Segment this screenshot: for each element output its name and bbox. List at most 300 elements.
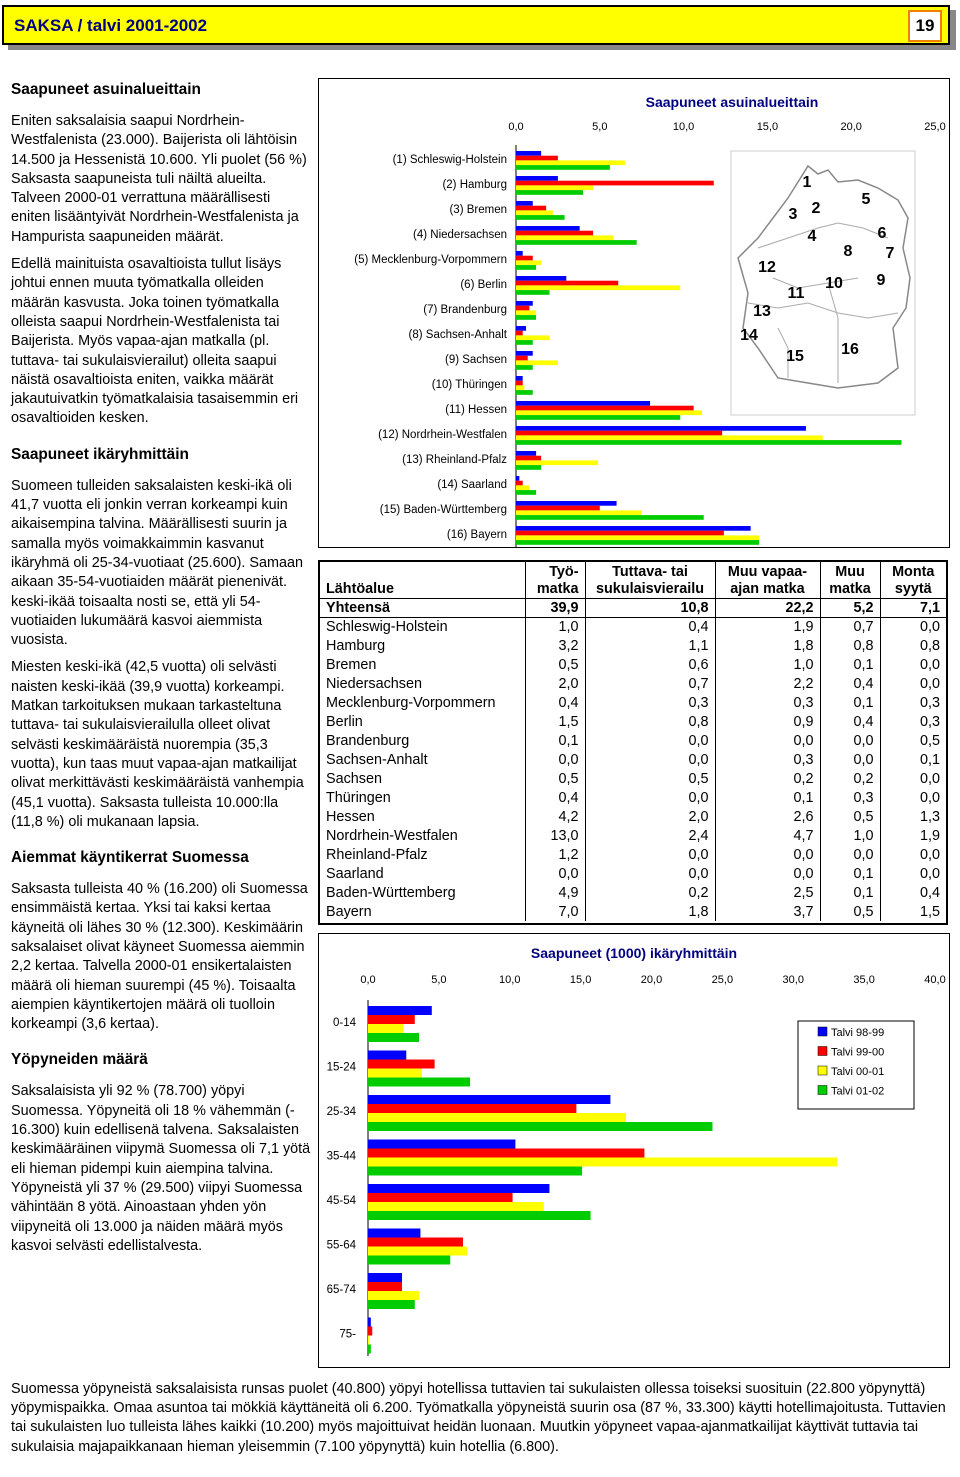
- table-cell: 1,5: [525, 712, 585, 731]
- table-cell: 0,5: [880, 731, 946, 750]
- col-header-monta-syyta: [880, 562, 946, 598]
- table-cell: 0,0: [880, 845, 946, 864]
- table-cell: 1,3: [880, 807, 946, 826]
- table-row: [320, 807, 946, 826]
- table-cell: 0,1: [820, 883, 880, 902]
- map-state-number: 9: [876, 272, 886, 289]
- legend-label: Talvi 98-99: [831, 1027, 885, 1039]
- chart2-bar: [368, 1256, 450, 1265]
- table-row: [320, 826, 946, 845]
- col-header-tyomatka: [525, 562, 585, 598]
- table-cell: 0,6: [585, 655, 715, 674]
- legend-label: Talvi 01-02: [831, 1085, 885, 1098]
- map-state-number: 12: [758, 259, 776, 276]
- chart1-xtick: 10,0: [672, 121, 695, 133]
- header-title: SAKSA / talvi 2001-2002: [14, 16, 208, 35]
- table-row-label: Sachsen-Anhalt: [326, 751, 428, 768]
- table-cell: 1,2: [525, 845, 585, 864]
- table-row-label: Berlin: [326, 713, 363, 730]
- chart1-bar: [516, 151, 541, 156]
- table-cell: 1,0: [525, 617, 585, 636]
- map-state-number: 2: [811, 200, 821, 217]
- table-row: [320, 750, 946, 769]
- chart1-bar: [516, 276, 566, 281]
- chart1-bar: [516, 426, 806, 431]
- table-cell: 39,9: [525, 598, 585, 617]
- chart1-bar: [516, 531, 724, 536]
- table-cell: 4,9: [525, 883, 585, 902]
- chart2-category-label: 0-14: [332, 1017, 356, 1029]
- col-header-tuttava-1: Tuttava- tai: [612, 563, 688, 580]
- map-state-number: 3: [788, 206, 798, 223]
- map-state-number: 11: [787, 285, 805, 302]
- chart1-bar: [516, 206, 546, 211]
- chart1-category-label: (11) Hessen: [445, 404, 507, 416]
- heading-asuinalueittain: Saapuneet asuinalueittain: [11, 81, 201, 98]
- table-cell: 3,2: [525, 636, 585, 655]
- table-cell: 0,8: [585, 712, 715, 731]
- table-cell: 2,0: [525, 674, 585, 693]
- chart2-bar: [368, 1006, 432, 1015]
- chart1-bar: [516, 176, 558, 181]
- table-cell: 0,7: [820, 617, 880, 636]
- chart1-bar: [516, 165, 610, 170]
- chart2-bar: [368, 1300, 415, 1309]
- table-cell: 0,5: [525, 769, 585, 788]
- table-cell: 1,9: [715, 617, 820, 636]
- table-cell: 13,0: [525, 826, 585, 845]
- map-state-number: 6: [877, 225, 887, 242]
- chart1-bar: [516, 251, 523, 256]
- table-cell: 0,0: [585, 845, 715, 864]
- col-header-tuttava-2: sukulaisvierailu: [596, 580, 704, 597]
- chart1-bar: [516, 281, 618, 286]
- chart1-bar: [516, 235, 613, 240]
- chart2-bar: [368, 1291, 419, 1300]
- col-header-vapaa-ajan-2: ajan matka: [730, 580, 805, 597]
- table-row: [320, 769, 946, 788]
- table-row: [320, 902, 946, 921]
- chart2-bar: [368, 1238, 463, 1247]
- table-row: [320, 674, 946, 693]
- chart1-bar: [516, 485, 529, 490]
- table-row-label: Sachsen: [326, 770, 383, 787]
- chart2-xtick: 25,0: [711, 974, 734, 986]
- chart1-bar: [516, 481, 523, 486]
- chart1-category-label: (1) Schleswig-Holstein: [392, 154, 507, 166]
- paragraph-2: Edellä mainituista osavaltioista tullut lisäys johtui ennen muuta työmatkalla olleiden määrän kasvusta. Joka toinen työmatkalla olleista saapui Nordrhein-Westfalenista tai Baijerista. Myös vapaa-ajan matkalla (pl. tuttava- tai sukulaisvierailut) olleita saapui näistä osavaltioista eniten, vaikka määrät jakautuivatkin työmatkalaisia tasaisemmin eri osavaltioiden kesken.: [11, 256, 299, 427]
- chart1-bar: [516, 285, 680, 290]
- table-row: [320, 845, 946, 864]
- table-row-label: Niedersachsen: [326, 675, 422, 692]
- chart1-bar: [516, 490, 536, 495]
- table-cell: 0,0: [525, 750, 585, 769]
- chart1-bar: [516, 535, 759, 540]
- chart1-xtick: 0,0: [508, 121, 524, 133]
- chart2-bar: [368, 1273, 402, 1282]
- col-header-vapaa-ajan: [715, 562, 820, 598]
- table-cell: 0,0: [585, 864, 715, 883]
- legend-swatch: [818, 1047, 827, 1056]
- chart1-bar: [516, 290, 550, 295]
- chart2-bar: [368, 1184, 549, 1193]
- chart2-category-label: 15-24: [326, 1061, 356, 1074]
- table-cell: 0,0: [820, 731, 880, 750]
- table-cell: 0,8: [820, 636, 880, 655]
- chart2-bar: [368, 1202, 544, 1211]
- table-cell: 0,0: [585, 788, 715, 807]
- chart2-category-label: 25-34: [326, 1106, 356, 1118]
- table-cell: 0,4: [820, 712, 880, 731]
- chart2-bar: [368, 1024, 403, 1033]
- chart1-bar: [516, 306, 529, 311]
- chart1-category-label: (12) Nordrhein-Westfalen: [378, 429, 507, 441]
- chart2-bar: [368, 1113, 626, 1122]
- chart2-xtick: 0,0: [360, 974, 376, 986]
- col-header-muu-matka-1: Muu: [835, 563, 865, 580]
- table-cell: 0,1: [525, 731, 585, 750]
- chart1-bar: [516, 415, 680, 420]
- legend-swatch: [818, 1027, 827, 1036]
- table-cell: 0,0: [715, 731, 820, 750]
- chart1-bar: [516, 506, 600, 511]
- chart1-category-label: (16) Bayern: [446, 529, 507, 541]
- table-cell: 0,5: [820, 807, 880, 826]
- chart1-bar: [516, 460, 598, 465]
- col-header-lahtoalue: Lähtöalue: [326, 580, 394, 597]
- map-state-number: 1: [802, 174, 812, 191]
- table-cell: 0,2: [715, 769, 820, 788]
- table-row-label: Brandenburg: [326, 732, 410, 749]
- table-row: [320, 655, 946, 674]
- chart2-bar: [368, 1033, 419, 1042]
- map-state-number: 7: [885, 245, 895, 262]
- chart2-category-label: 65-74: [326, 1284, 356, 1296]
- table-row-label: Yhteensä: [320, 598, 525, 617]
- chart1-bar: [516, 351, 533, 356]
- chart1-bar: [516, 435, 823, 440]
- chart1-category-label: (4) Niedersachsen: [413, 229, 507, 241]
- chart1-bar: [516, 240, 637, 245]
- table-cell: 4,2: [525, 807, 585, 826]
- paragraph-1: Eniten saksalaisia saapui Nordrhein-Westfalenista (23.000). Baijerista oli lähtöisin 14.500 ja Hessenistä 10.600. Yli puolet (56 %) Saksasta saapuneista tuli näiltä alueilta. Talveen 2000-01 verrattuna määrällisesti eniten lisääntyivät Nordrhein-Westfalenista ja Hampurista saapuneiden määrät.: [11, 113, 307, 245]
- page-number: 19: [908, 10, 942, 42]
- table-cell: 0,8: [880, 636, 946, 655]
- table-cell: 2,4: [585, 826, 715, 845]
- table-cell: 0,0: [525, 864, 585, 883]
- germany-map: [731, 151, 915, 415]
- legend-label: Talvi 99-00: [831, 1046, 885, 1059]
- table-cell: 0,2: [585, 883, 715, 902]
- chart2-bar: [368, 1282, 402, 1291]
- chart1-bar: [516, 190, 583, 195]
- table-cell: 0,0: [880, 655, 946, 674]
- table-cell: 1,8: [585, 902, 715, 921]
- chart1-bar: [516, 440, 901, 445]
- chart2-xtick: 15,0: [569, 974, 592, 986]
- table-cell: 1,0: [820, 826, 880, 845]
- table-cell: 0,4: [525, 693, 585, 712]
- table-row-label: Hessen: [326, 808, 375, 825]
- chart2-bar: [368, 1158, 837, 1167]
- paragraph-4: Miesten keski-ikä (42,5 vuotta) oli selvästi naisten keski-ikää (39,9 vuotta) korkeampi. Matkan tarkoituksen mukaan tarkasteltuna tuttava- tai sukulaisvierailulla olleet olivat selvästi keskimääräistä nuorempia (35,3 vuotta), kun taas muut vapaa-ajan matkailijat olivat merkittävästi keskimääräistä vanhempia (45,1 vuotta). Saksasta tulleista 10.000:lla (11,8 %) oli mukanaan lapsia.: [11, 659, 304, 830]
- chart2-category-label: 75-: [339, 1328, 356, 1341]
- chart1-xtick: 15,0: [756, 121, 779, 133]
- table-cell: 2,0: [585, 807, 715, 826]
- chart2-bar: [368, 1051, 406, 1060]
- chart1-bar: [516, 376, 523, 381]
- chart1-bar: [516, 526, 751, 531]
- table-row: [320, 731, 946, 750]
- table-cell: 2,6: [715, 807, 820, 826]
- paragraph-5: Saksasta tulleista 40 % (16.200) oli Suomessa ensimmäistä kertaa. Yksi tai kaksi kertaa käyneitä oli lähes 30 % (12.300). Keskimäärin saksalaiset olivat käyneet Suomessa aiemmin 2,2 kertaa. Talvella 2000-01 ensikertalaisten määrä oli hieman suurempi (45 %). Toisaalta aiempien käyntikertojen määrä oli tuolloin korkeampi (3,6 kertaa).: [11, 881, 308, 1033]
- chart1-bar: [516, 390, 533, 395]
- table-cell: 0,3: [880, 712, 946, 731]
- chart1-bar: [516, 385, 524, 390]
- col-header-monta-syyta-1: Monta: [892, 563, 935, 580]
- table-cell: 0,0: [880, 674, 946, 693]
- table-cell: 0,3: [585, 693, 715, 712]
- table-cell: 0,5: [585, 769, 715, 788]
- table-cell: 0,3: [715, 750, 820, 769]
- col-header-monta-syyta-2: syytä: [894, 580, 932, 597]
- chart2-bar: [368, 1069, 422, 1078]
- chart2-bar: [368, 1122, 712, 1131]
- table-row-label: Bremen: [326, 656, 377, 673]
- chart2-xtick: 20,0: [640, 974, 663, 986]
- table-total-row: [320, 598, 946, 617]
- map-state-number: 4: [807, 228, 817, 245]
- chart2-bar: [368, 1318, 371, 1327]
- chart1-bar: [516, 256, 533, 261]
- table-cell: 1,1: [585, 636, 715, 655]
- table-cell: 0,4: [525, 788, 585, 807]
- table-cell: 0,4: [820, 674, 880, 693]
- chart2-bar: [368, 1327, 372, 1336]
- table-cell: 0,3: [880, 693, 946, 712]
- chart1-category-label: (13) Rheinland-Pfalz: [402, 454, 507, 466]
- map-state-number: 16: [841, 341, 859, 358]
- chart1-bar: [516, 181, 714, 186]
- age-chart-legend: [798, 1021, 914, 1109]
- chart2-bar: [368, 1015, 415, 1024]
- chart1-bar: [516, 226, 580, 231]
- table-row-label: Saarland: [326, 865, 384, 882]
- chart1-bar: [516, 501, 617, 506]
- chart1-bar: [516, 340, 533, 345]
- table-cell: 0,1: [820, 693, 880, 712]
- chart1-bar: [516, 540, 759, 545]
- chart2-xtick: 35,0: [853, 974, 875, 986]
- table-cell: 0,0: [880, 864, 946, 883]
- chart2-bar: [368, 1060, 435, 1069]
- page-header: [2, 5, 950, 45]
- table-cell: 0,4: [880, 883, 946, 902]
- chart1-bar: [516, 185, 593, 190]
- chart1-bar: [516, 410, 702, 415]
- chart1-bar: [516, 510, 642, 515]
- chart2-category-label: 55-64: [326, 1239, 356, 1252]
- heading-ikaryhmittain: Saapuneet ikäryhmittäin: [11, 445, 189, 463]
- table-cell: 0,0: [585, 750, 715, 769]
- table-row: [320, 883, 946, 902]
- table-cell: 0,2: [820, 769, 880, 788]
- chart1-bar: [516, 331, 523, 336]
- chart1-category-label: (3) Bremen: [449, 204, 507, 216]
- table-cell: 1,0: [715, 655, 820, 674]
- table-row-label: Rheinland-Pfalz: [326, 846, 428, 863]
- chart2-category-label: 45-54: [326, 1195, 356, 1207]
- paragraph-3: Suomeen tulleiden saksalaisten keski-ikä oli 41,7 vuotta eli jonkin verran korkeampi kuin aikaisempina talvina. Määrällisesti suurin ja samalla myös voimakkaimmin kasvanut ikäryhmä oli 25-34-vuotiaat (25.600). Samaan aikaan 35-54-vuotiaiden määrät pienenivät. keski-ikää toisaalta nosti se, että yli 54-vuotiaiden lukumäärä kasvoi aiemmista vuosista.: [11, 477, 303, 649]
- table-cell: 0,1: [820, 864, 880, 883]
- table-cell: 0,3: [820, 788, 880, 807]
- table-cell: 0,7: [585, 674, 715, 693]
- table-cell: 0,0: [880, 769, 946, 788]
- chart1-bar: [516, 326, 526, 331]
- map-state-number: 5: [861, 191, 871, 208]
- table-cell: 0,3: [715, 693, 820, 712]
- table-cell: 0,0: [715, 864, 820, 883]
- chart1-bar: [516, 406, 694, 411]
- chart1-category-label: (8) Sachsen-Anhalt: [408, 329, 507, 341]
- chart1-bar: [516, 456, 541, 461]
- table-cell: 22,2: [715, 598, 820, 617]
- table-row-label: Nordrhein-Westfalen: [326, 827, 458, 844]
- table-cell: 0,5: [820, 902, 880, 921]
- region-bar-chart: [318, 78, 950, 548]
- chart2-category-label: 35-44: [326, 1150, 356, 1163]
- table-row: [320, 864, 946, 883]
- chart1-category-label: (5) Mecklenburg-Vorpommern: [354, 254, 507, 266]
- chart1-bar: [516, 310, 536, 315]
- chart1-bar: [516, 260, 541, 265]
- chart2-bar: [368, 1336, 369, 1345]
- chart1-xtick: 5,0: [592, 121, 608, 133]
- map-state-number: 8: [843, 243, 853, 260]
- table-cell: 2,2: [715, 674, 820, 693]
- map-state-number: 13: [753, 303, 771, 320]
- table-cell: 7,0: [525, 902, 585, 921]
- table-row: [320, 636, 946, 655]
- chart2-bar: [368, 1211, 591, 1220]
- chart1-category-label: (10) Thüringen: [431, 379, 507, 391]
- col-header-tyomatka-2: matka: [536, 580, 579, 597]
- table-cell: 2,5: [715, 883, 820, 902]
- chart1-category-label: (6) Berlin: [460, 279, 507, 291]
- chart2-bar: [368, 1140, 515, 1149]
- chart1-bar: [516, 431, 722, 436]
- chart1-bar: [516, 381, 523, 386]
- age-bar-chart: [318, 933, 950, 1368]
- bottom-paragraph: Suomessa yöpyneistä saksalaisista runsas puolet (40.800) yöpyi hotellissa tuttavien tai sukulaisten ollessa toiseksi suosituin (22.800 yöpynyttä) yöpymispaikka. Omaa asuntoa tai mökkiä käyttäneitä oli 6.200. Työmatkalla yöpyneistä suurin osa (87 %, 33.300) käytti hotellimajoitusta. Tuttavien tai sukulaisten luo tulleista lähes kaikki (10.200) myös majoittuivat heidän luonaan. Muutkin yöpyneet vapaa-ajanmatkailijat käyttivät tuttavia tai sukulaisia majapaikkanaan hieman yleisemmin (7.100 yöpynyttä) kuin hotellia (6.800).: [11, 1381, 946, 1455]
- table-cell: 0,9: [715, 712, 820, 731]
- chart2-bar: [368, 1167, 582, 1176]
- chart1-category-label: (9) Sachsen: [444, 354, 507, 366]
- chart1-bar: [516, 360, 558, 365]
- chart1-bar: [516, 160, 625, 165]
- table-row: [320, 693, 946, 712]
- chart2-xtick: 40,0: [924, 974, 946, 986]
- table-row-label: Hamburg: [326, 637, 386, 654]
- chart1-bar: [516, 335, 550, 340]
- purpose-table-frame: [318, 560, 948, 925]
- chart1-xtick: 20,0: [840, 121, 862, 133]
- table-row-label: Baden-Württemberg: [326, 884, 456, 901]
- col-header-tuttava: [585, 562, 715, 598]
- legend-swatch: [818, 1066, 827, 1075]
- paragraph-6: Saksalaisista yli 92 % (78.700) yöpyi Suomessa. Yöpyneitä oli 18 % vähemmän (- 16.300) kuin edellisenä talvena. Saksalaisten keskimääräinen viipymä Suomessa oli 7,1 yötä eli hieman pidempi kuin aiempina talvina. Yöpyneistä yli 37 % (29.500) viipyi Suomessa vähintään 8 yötä. Ainoastaan yhden yön viipyneitä oli 13.000 ja näiden määrä myös kasvoi selvästi edellistalvesta.: [11, 1083, 311, 1254]
- chart1-bar: [516, 356, 528, 361]
- legend-swatch: [818, 1086, 827, 1095]
- col-header-tyomatka-1: Työ-: [549, 563, 579, 580]
- table-row-label: Bayern: [326, 903, 372, 920]
- table-cell: 0,1: [880, 750, 946, 769]
- table-cell: 0,0: [715, 845, 820, 864]
- chart1-bar: [516, 465, 541, 470]
- table-cell: 0,1: [820, 655, 880, 674]
- chart2-xtick: 10,0: [499, 974, 521, 986]
- chart2-bar: [368, 1104, 576, 1113]
- table-row: [320, 617, 946, 636]
- chart1-bar: [516, 210, 553, 215]
- table-cell: 10,8: [585, 598, 715, 617]
- table-cell: 0,0: [880, 788, 946, 807]
- col-header-vapaa-ajan-1: Muu vapaa-: [727, 563, 808, 580]
- table-cell: 3,7: [715, 902, 820, 921]
- chart1-title: Saapuneet asuinalueittain: [645, 94, 819, 110]
- chart1-bar: [516, 476, 519, 481]
- table-cell: 0,5: [525, 655, 585, 674]
- table-cell: 5,2: [820, 598, 880, 617]
- chart2-bar: [368, 1149, 644, 1158]
- heading-yopyneet: Yöpyneiden määrä: [11, 1051, 148, 1069]
- table-cell: 0,0: [585, 731, 715, 750]
- chart1-bar: [516, 365, 533, 370]
- purpose-table: [320, 562, 946, 921]
- left-column: [11, 80, 311, 1264]
- table-cell: 4,7: [715, 826, 820, 845]
- chart1-category-label: (2) Hamburg: [442, 179, 507, 191]
- chart1-xtick: 25,0: [924, 121, 946, 133]
- chart2-bar: [368, 1345, 371, 1354]
- chart2-bar: [368, 1247, 467, 1256]
- table-row-label: Schleswig-Holstein: [326, 618, 448, 635]
- table-cell: 1,8: [715, 636, 820, 655]
- chart2-xtick: 30,0: [782, 974, 804, 986]
- chart2-title: Saapuneet (1000) ikäryhmittäin: [530, 945, 738, 961]
- heading-kayntikerrat: Aiemmat käyntikerrat Suomessa: [11, 849, 249, 867]
- table-cell: 0,0: [820, 750, 880, 769]
- table-row-label: Mecklenburg-Vorpommern: [326, 694, 496, 711]
- table-cell: 0,0: [880, 617, 946, 636]
- chart2-bar: [368, 1193, 513, 1202]
- chart1-bar: [516, 201, 533, 206]
- chart1-bar: [516, 215, 565, 220]
- map-state-number: 15: [786, 348, 804, 365]
- chart2-bar: [368, 1095, 610, 1104]
- chart1-bar: [516, 315, 536, 320]
- table-cell: 0,1: [715, 788, 820, 807]
- col-header-muu-matka-2: matka: [829, 580, 871, 597]
- chart1-bar: [516, 301, 533, 306]
- chart1-bar: [516, 231, 593, 236]
- chart1-bar: [516, 401, 650, 406]
- table-cell: 1,5: [880, 902, 946, 921]
- chart2-bar: [368, 1078, 470, 1087]
- table-header-row: [320, 562, 946, 598]
- chart1-category-label: (15) Baden-Württemberg: [379, 504, 507, 516]
- chart1-category-label: (14) Saarland: [437, 479, 507, 491]
